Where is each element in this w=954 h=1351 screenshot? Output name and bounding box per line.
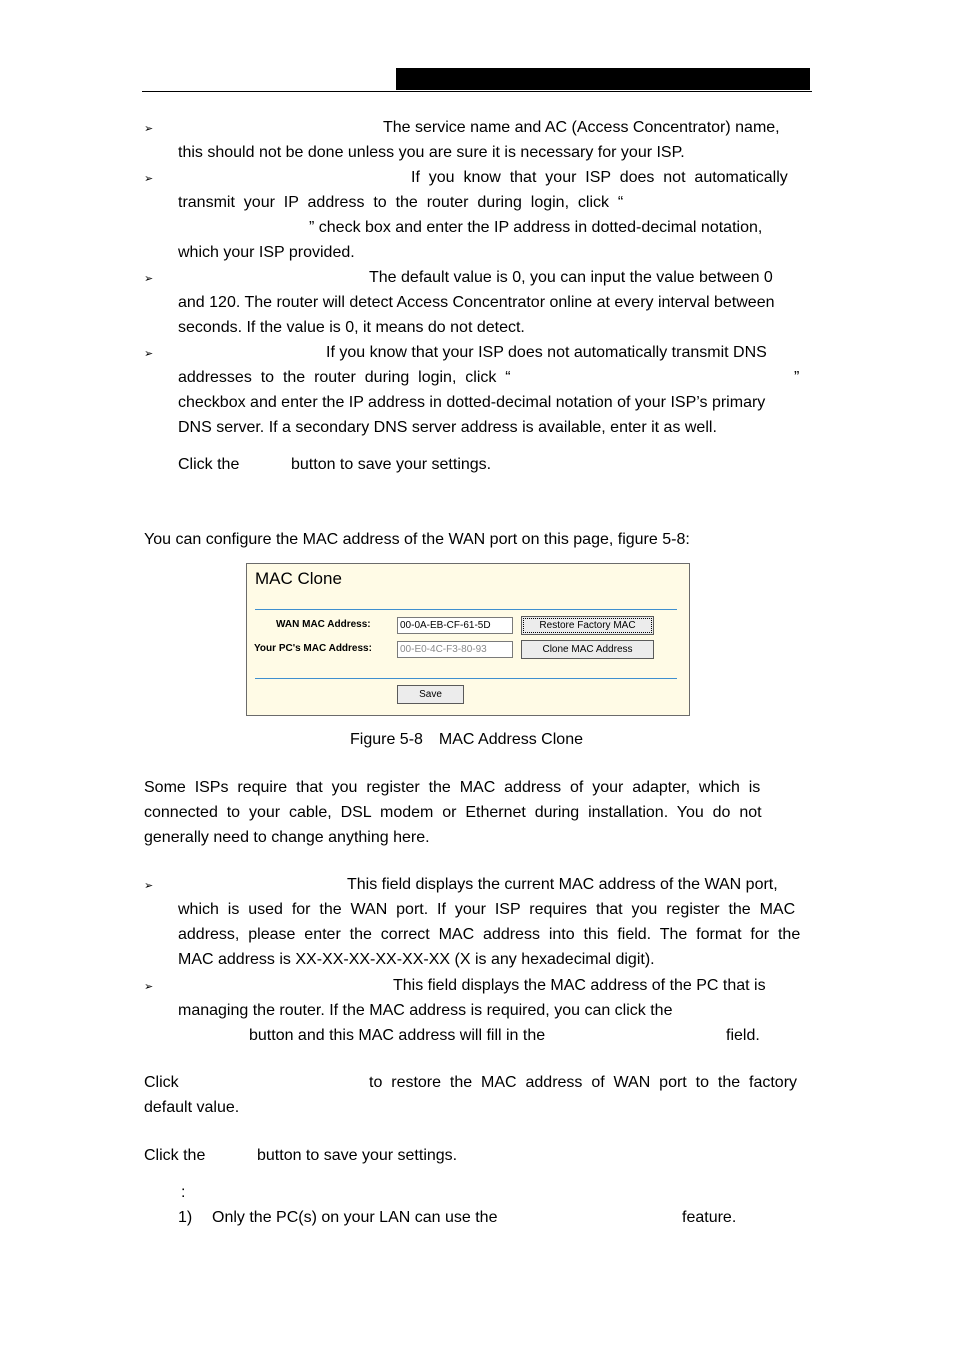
- save-button[interactable]: Save: [397, 685, 464, 704]
- para-wan-mac-line: MAC address is XX-XX-XX-XX-XX-XX (X is any hexadecimal digit).: [178, 951, 655, 968]
- para-wan-mac-line: This field displays the current MAC address of the WAN port,: [347, 876, 778, 893]
- para-pc-mac-line: button and this MAC address will fill in the: [249, 1027, 546, 1044]
- isp-note-line: Some ISPs require that you register the MAC address of your adapter, which is: [144, 779, 761, 796]
- wan-mac-input[interactable]: 00-0A-EB-CF-61-5D: [397, 617, 513, 634]
- restore-instruction: default value.: [144, 1099, 240, 1116]
- para-dns-line: addresses to the router during login, click “: [178, 369, 511, 386]
- save-instruction: Click the: [178, 456, 240, 473]
- mac-clone-figure: [246, 563, 690, 716]
- figure-bottom-rule: [255, 678, 677, 679]
- figure-caption: Figure 5-8 MAC Address Clone: [350, 731, 583, 748]
- note-text: Only the PC(s) on your LAN can use the: [212, 1209, 498, 1226]
- para-pc-mac-line: field.: [726, 1027, 760, 1044]
- clone-mac-button[interactable]: Clone MAC Address: [521, 640, 654, 659]
- intro-text: You can configure the MAC address of the WAN port on this page, figure 5-8:: [144, 531, 690, 548]
- figure-top-rule: [255, 609, 677, 610]
- header-bar: [396, 68, 810, 90]
- para-wan-mac-line: address, please enter the correct MAC address into this field. The format for the: [178, 926, 801, 943]
- pc-mac-label: Your PC's MAC Address:: [254, 643, 372, 654]
- para-dns-line: checkbox and enter the IP address in dotted-decimal notation of your ISP’s primary: [178, 394, 766, 411]
- pc-mac-input: 00-E0-4C-F3-80-93: [397, 641, 513, 658]
- arrowhead-bullet-icon: ➢: [144, 981, 154, 993]
- header-rule: [142, 91, 812, 92]
- wan-mac-label: WAN MAC Address:: [276, 619, 371, 630]
- para-wan-mac-line: which is used for the WAN port. If your ISP requires that you register the MAC: [178, 901, 796, 918]
- arrowhead-bullet-icon: ➢: [144, 273, 154, 285]
- para-dns-line: If you know that your ISP does not automatically transmit DNS: [326, 344, 767, 361]
- para-static-ip-line: ” check box and enter the IP address in dotted-decimal notation,: [309, 219, 763, 236]
- para-static-ip-line: If you know that your ISP does not automatically: [411, 169, 788, 186]
- para-detect-interval-line: seconds. If the value is 0, it means do not detect.: [178, 319, 525, 336]
- save-instruction: Click the: [144, 1147, 206, 1164]
- isp-note-line: generally need to change anything here.: [144, 829, 430, 846]
- note-number: 1): [178, 1209, 193, 1226]
- para-detect-interval-line: The default value is 0, you can input the value between 0: [369, 269, 773, 286]
- arrowhead-bullet-icon: ➢: [144, 880, 154, 892]
- restore-factory-mac-button[interactable]: Restore Factory MAC: [521, 616, 654, 635]
- arrowhead-bullet-icon: ➢: [144, 348, 154, 360]
- figure-title: MAC Clone: [255, 569, 342, 588]
- para-service-name-line: this should not be done unless you are sure it is necessary for your ISP.: [178, 144, 685, 161]
- para-dns-line: DNS server. If a secondary DNS server address is available, enter it as well.: [178, 419, 717, 436]
- para-static-ip-line: which your ISP provided.: [178, 244, 355, 261]
- note-colon: :: [181, 1184, 186, 1201]
- isp-note-line: connected to your cable, DSL modem or Ethernet during installation. You do not: [144, 804, 762, 821]
- para-detect-interval-line: and 120. The router will detect Access Concentrator online at every interval between: [178, 294, 775, 311]
- note-text: feature.: [682, 1209, 737, 1226]
- save-instruction: button to save your settings.: [291, 456, 492, 473]
- para-service-name-line: The service name and AC (Access Concentrator) name,: [383, 119, 780, 136]
- arrowhead-bullet-icon: ➢: [144, 123, 154, 135]
- para-dns-line: ”: [794, 369, 800, 386]
- para-pc-mac-line: This field displays the MAC address of the PC that is: [393, 977, 766, 994]
- save-instruction: button to save your settings.: [257, 1147, 458, 1164]
- restore-instruction: Click: [144, 1074, 179, 1091]
- arrowhead-bullet-icon: ➢: [144, 173, 154, 185]
- restore-instruction: to restore the MAC address of WAN port to the factory: [369, 1074, 798, 1091]
- para-pc-mac-line: managing the router. If the MAC address is required, you can click the: [178, 1002, 673, 1019]
- para-static-ip-line: transmit your IP address to the router during login, click “: [178, 194, 624, 211]
